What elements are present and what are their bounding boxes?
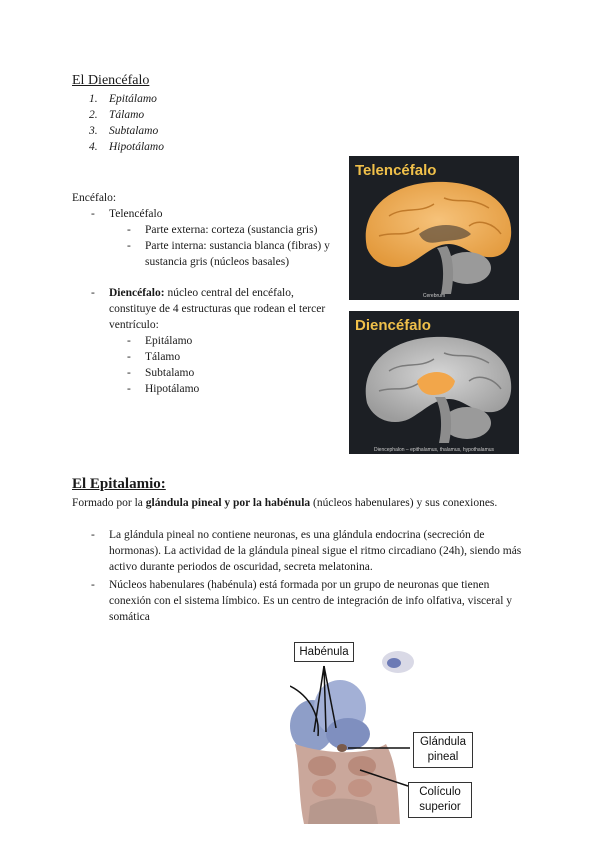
diencefalo-def-list (109, 285, 344, 333)
epitalamo-heading: El Epitalamio: (72, 476, 166, 492)
brain-telencefalo-illustration (349, 156, 519, 300)
diencefalo-title: Diencéfalo (355, 317, 431, 334)
telencefalo-sublist (145, 222, 345, 270)
list-item: 1. Epitálamo (89, 93, 157, 105)
brain-diencefalo-illustration (349, 311, 519, 454)
diencefalo-sublist (145, 333, 305, 397)
list-item: - Tálamo (145, 349, 305, 365)
glandula-pineal-callout: Glándula pineal (413, 732, 473, 768)
diencefalo-caption: Diencephalon – epithalamus, thalamus, hypothalamus (373, 447, 495, 453)
diencefalo-image (349, 311, 519, 454)
list-item: 2. Tálamo (89, 109, 145, 121)
list-item: - Telencéfalo (109, 206, 344, 222)
epitalamo-figure (290, 636, 490, 826)
epitalamo-intro: Formado por la glándula pineal y por la habénula (núcleos habenulares) y sus conexiones. (72, 497, 498, 509)
encefalo-list (109, 206, 344, 222)
list-item: - La glándula pineal no contiene neuronas, es una glándula endocrina (secreción de hormonas). La actividad de la glándula pineal sigue el ritmo circadiano (24h), siendo más activo durante periodos de oscuridad, secreta melatonina. (109, 527, 533, 575)
list-item: - Epitálamo (145, 333, 305, 349)
list-item: - Subtalamo (145, 365, 305, 381)
telencefalo-title: Telencéfalo (355, 162, 437, 179)
diencefalo-list (89, 91, 309, 155)
telencefalo-image (349, 156, 519, 300)
list-item: 4. Hipotálamo (89, 141, 164, 153)
epitalamo-bullets (109, 527, 533, 625)
habenula-callout: Habénula (294, 642, 354, 662)
diencefalo-heading: El Diencéfalo (72, 73, 150, 88)
list-item: - Hipotálamo (145, 381, 305, 397)
coliculo-superior-callout: Colículo superior (408, 782, 472, 818)
telencefalo-caption: Cerebrum (422, 293, 446, 299)
list-item: 3. Subtalamo (89, 125, 159, 137)
list-item: - Diencéfalo: núcleo central del encéfalo, constituye de 4 estructuras que rodean el tercer ventrículo: (109, 285, 344, 333)
encefalo-label: Encéfalo: (72, 192, 117, 204)
list-item: - Parte interna: sustancia blanca (fibras) y sustancia gris (núcleos basales) (145, 238, 345, 270)
list-item: - Núcleos habenulares (habénula) está formada por un grupo de neuronas que tienen conexión con el sistema límbico. Es un centro de integración de info olfativa, visceral y somática (109, 577, 533, 625)
list-item: - Parte externa: corteza (sustancia gris) (145, 222, 345, 238)
